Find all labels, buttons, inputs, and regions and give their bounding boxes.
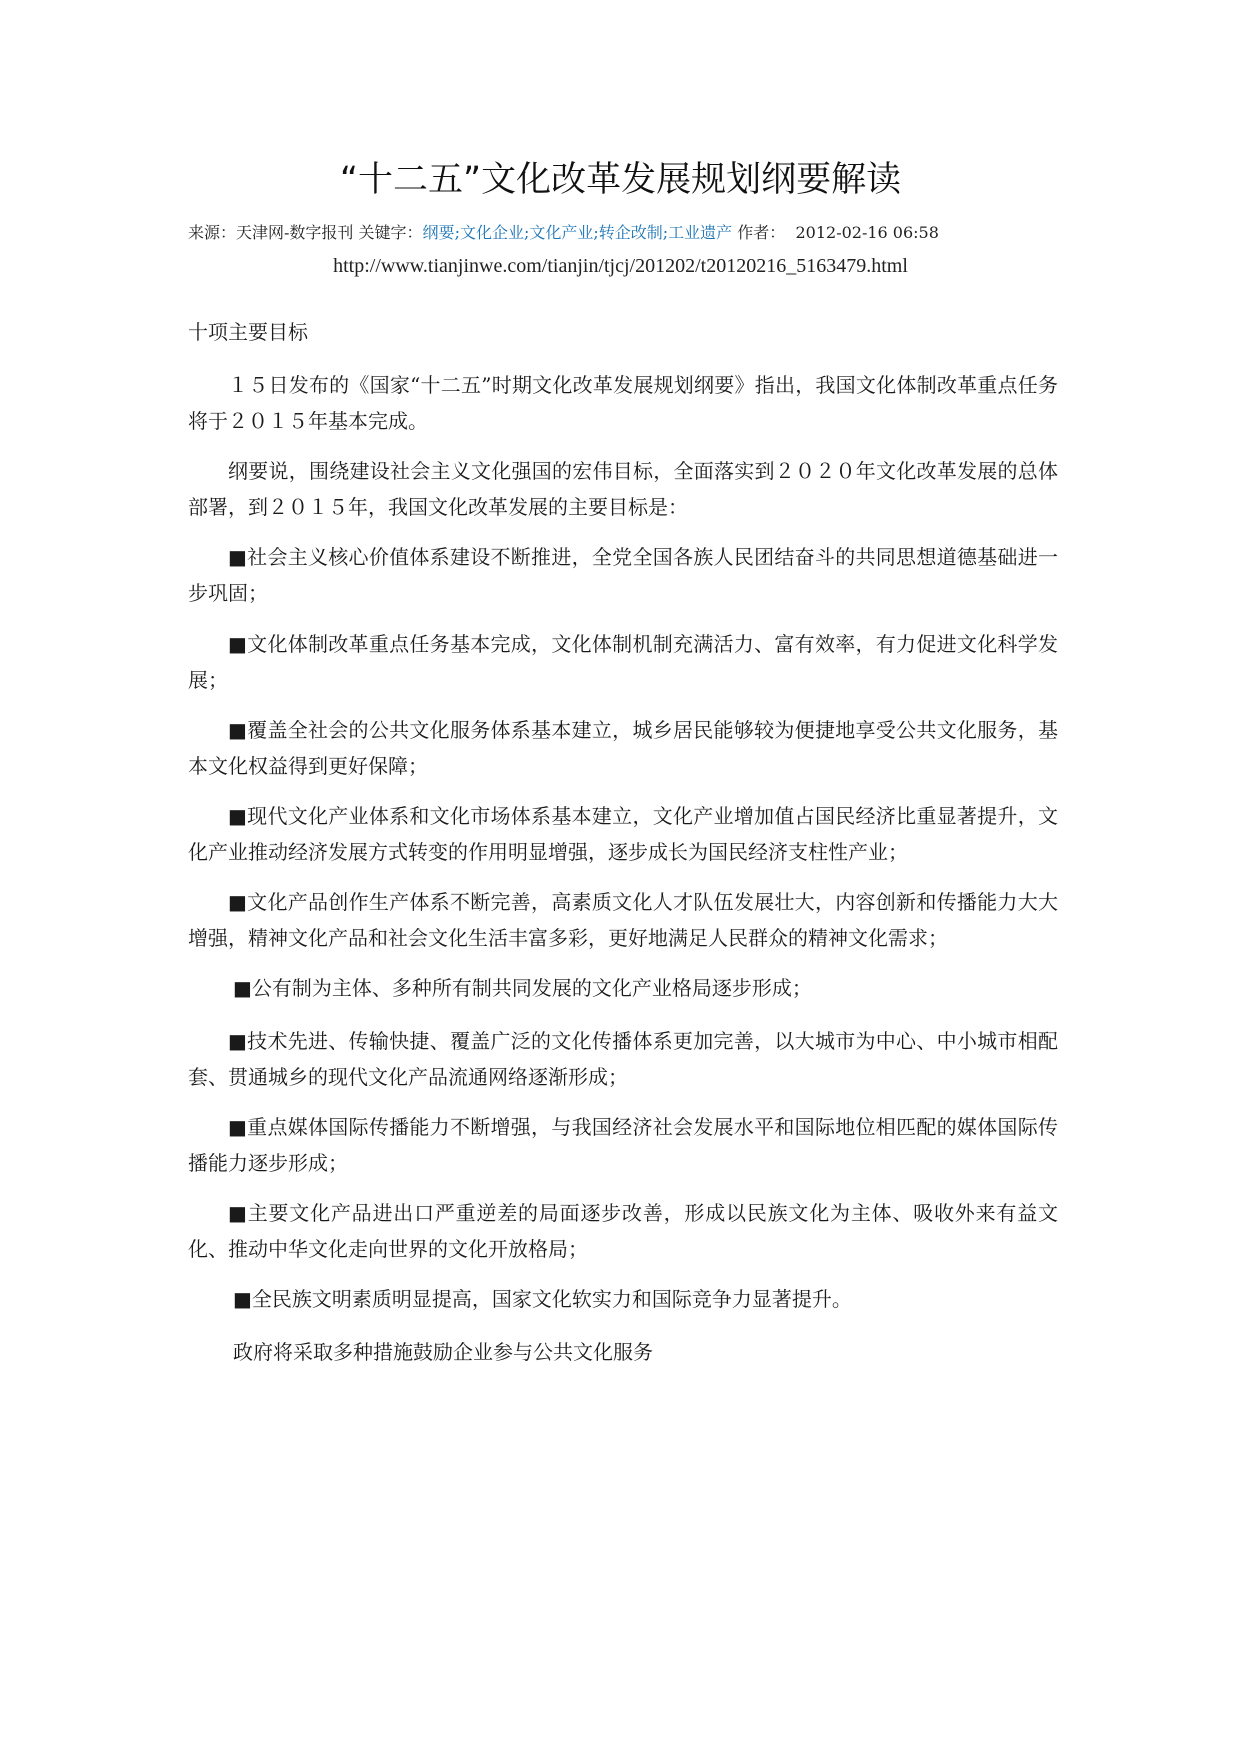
source-value: 天津网-数字报刊: [236, 223, 354, 242]
goal-item-text: ■文化体制改革重点任务基本完成，文化体制机制充满活力、富有效率，有力促进文化科学发展；: [188, 632, 1058, 692]
source-label: 来源：: [188, 223, 237, 242]
author-label: 作者：: [737, 223, 786, 242]
goal-item: [188, 539, 1058, 611]
publish-datetime: 2012-02-16 06:58: [795, 223, 939, 242]
keyword-link[interactable]: 工业遗产: [668, 223, 733, 242]
goal-item-text: ■重点媒体国际传播能力不断增强，与我国经济社会发展水平和国际地位相匹配的媒体国际传播能力逐步形成；: [188, 1115, 1058, 1175]
goal-item: [188, 1109, 1058, 1181]
goal-item: [188, 884, 1058, 956]
goal-item-text: ■技术先进、传输快捷、覆盖广泛的文化传播体系更加完善，以大城市为中心、中小城市相配套、贯通城乡的现代文化产品流通网络逐渐形成；: [188, 1029, 1058, 1089]
goal-item-text: ■社会主义核心价值体系建设不断推进，全党全国各族人民团结奋斗的共同思想道德基础进一步巩固；: [188, 545, 1058, 605]
paragraph-text: 纲要说，围绕建设社会主义文化强国的宏伟目标，全面落实到２０２０年文化改革发展的总体部署，到２０１５年，我国文化改革发展的主要目标是：: [188, 459, 1058, 519]
keyword-link[interactable]: 文化产业: [529, 223, 594, 242]
goal-item: [188, 1023, 1058, 1095]
keywords-label: 关键字：: [358, 223, 423, 242]
article-title: “十二五”文化改革发展规划纲要解读: [339, 160, 902, 200]
goal-item: [188, 1195, 1058, 1267]
goal-item-text: ■公有制为主体、多种所有制共同发展的文化产业格局逐步形成；: [233, 976, 812, 1000]
goal-item: [188, 798, 1058, 870]
paragraph: [188, 367, 1058, 439]
goal-item-text: ■文化产品创作生产体系不断完善，高素质文化人才队伍发展壮大，内容创新和传播能力大大增强，精神文化产品和社会文化生活丰富多彩，更好地满足人民群众的精神文化需求；: [188, 890, 1058, 950]
article-url[interactable]: http://www.tianjinwe.com/tianjin/tjcj/201202/t20120216_5163479.html: [333, 255, 908, 277]
goal-item: [188, 712, 1058, 784]
subsection-heading: 政府将采取多种措施鼓励企业参与公共文化服务: [233, 1340, 653, 1364]
goal-item-text: ■覆盖全社会的公共文化服务体系基本建立，城乡居民能够较为便捷地享受公共文化服务，基本文化权益得到更好保障；: [188, 718, 1058, 778]
goal-item: [188, 626, 1058, 698]
paragraph: [188, 453, 1058, 525]
goal-item-text: ■现代文化产业体系和文化市场体系基本建立，文化产业增加值占国民经济比重显著提升，文化产业推动经济发展方式转变的作用明显增强，逐步成长为国民经济支柱性产业；: [188, 804, 1058, 864]
goal-item-text: ■主要文化产品进出口严重逆差的局面逐步改善，形成以民族文化为主体、吸收外来有益文化、推动中华文化走向世界的文化开放格局；: [188, 1201, 1058, 1261]
section-heading: 十项主要目标: [188, 320, 308, 344]
keyword-link[interactable]: 转企改制: [598, 223, 663, 242]
article-meta: 来源：天津网-数字报刊 关键字：纲要;文化企业;文化产业;转企改制;工业遗产 作者： 2012-02-16 06:58: [188, 223, 939, 242]
paragraph-text: １５日发布的《国家“十二五”时期文化改革发展规划纲要》指出，我国文化体制改革重点任务将于２０１５年基本完成。: [188, 373, 1058, 433]
keyword-link[interactable]: 纲要: [422, 223, 455, 242]
keyword-link[interactable]: 文化企业: [459, 223, 524, 242]
goal-item-text: ■全民族文明素质明显提高，国家文化软实力和国际竞争力显著提升。: [233, 1287, 852, 1311]
